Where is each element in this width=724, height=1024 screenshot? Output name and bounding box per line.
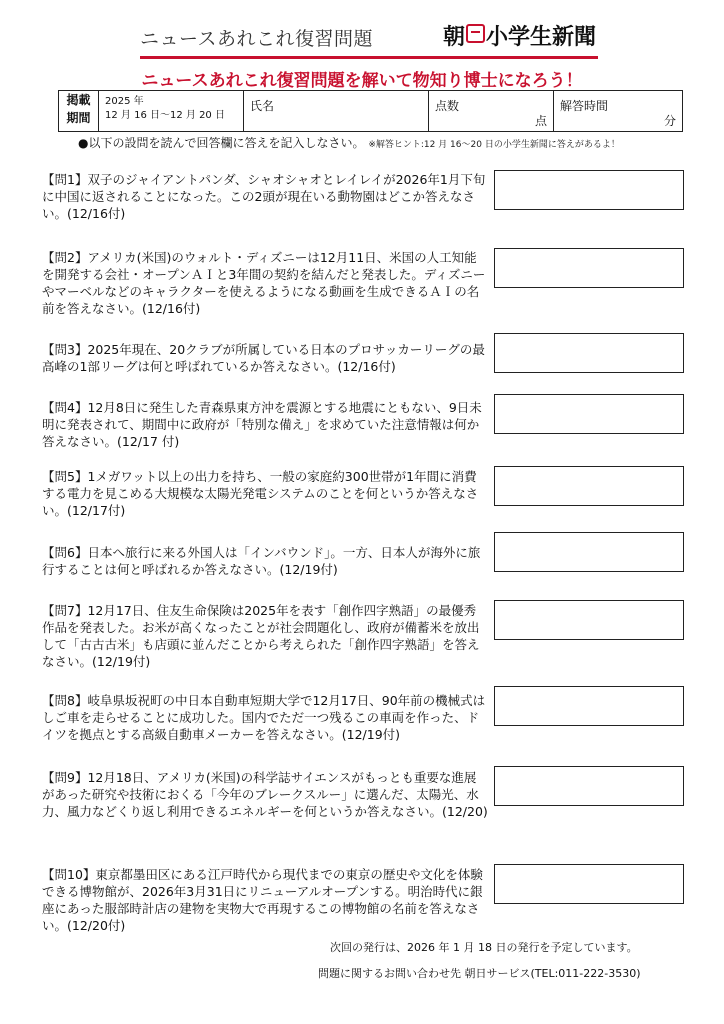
question-label: 【問3】 [42,342,88,357]
score-unit: 点 [534,114,547,128]
time-unit: 分 [663,114,676,128]
question-8 [42,692,488,743]
answer-box-1[interactable] [494,170,684,210]
question-label: 【問1】 [42,172,88,187]
question-label: 【問8】 [42,693,88,708]
period-label-bottom: 期間 [66,111,91,125]
answer-box-3[interactable] [494,333,684,373]
question-text: 1メガワット以上の出力を持ち、一般の家庭約300世帯が1年間に消費する電力を見こめる大規模な太陽光発電システムのことを何というか答えなさい。(12/17付) [42,469,479,518]
brand-logo [443,20,596,51]
question-1 [42,171,488,222]
period-year: 2025 年 [105,96,144,107]
question-label: 【問6】 [42,545,88,560]
time-label: 解答時間 [560,99,609,113]
info-table [58,90,683,132]
brand-pre: 朝 [442,24,465,50]
contact-info: 問題に関するお問い合わせ先 朝日サービス(TEL:011-222-3530) [318,967,641,980]
slogan: ニュースあれこれ復習問題を解いて物知り博士になろう！ [141,71,583,91]
name-label: 氏名 [250,99,275,113]
question-text: 2025年現在、20クラブが所属している日本のプロサッカーリーグの最高峰の1部リーグは何と呼ばれているか答えなさい。(12/16付) [42,342,485,374]
question-9 [42,769,488,820]
question-text: 双子のジャイアントパンダ、シャオシャオとレイレイが2026年1月下旬に中国に返されることになった。この2頭が現在いる動物園はどこか答えなさい。(12/16付) [42,172,486,221]
period-label-cell [59,91,99,131]
answer-box-9[interactable] [494,766,684,806]
time-field[interactable] [554,91,682,131]
answer-box-10[interactable] [494,864,684,904]
answer-box-2[interactable] [494,248,684,288]
question-label: 【問9】 [42,770,88,785]
question-6 [42,544,488,578]
answer-box-8[interactable] [494,686,684,726]
answer-box-7[interactable] [494,600,684,640]
question-label: 【問2】 [42,250,88,265]
period-label-top: 掲載 [66,93,91,107]
sun-logo-icon [466,24,485,43]
answer-box-4[interactable] [494,394,684,434]
score-label: 点数 [435,99,460,113]
instruction [78,134,698,151]
question-text: 12月18日、アメリカ(米国)の科学誌サイエンスがもっとも重要な進展があった研究や技術におくる「今年のブレークスルー」に選んだ、太陽光、水力、風力などくり返し利用できるエネルギーを何というか答えなさい。(12/20) [42,770,488,819]
question-3 [42,341,488,375]
question-2 [42,249,488,317]
question-text: 12月8日に発生した青森県東方沖を震源とする地震にともない、9日未明に発表されて、期間中に政府が「特別な備え」を求めていた注意情報は何か答えなさい。(12/17 付) [42,400,482,449]
question-label: 【問10】 [42,867,96,882]
question-4 [42,399,488,450]
name-field[interactable] [244,91,429,131]
question-text: アメリカ(米国)のウォルト・ディズニーは12月11日、米国の人工知能を開発する会社・オープンＡＩと3年間の契約を結んだと発表した。ディズニーやマーベルなどのキャラクターを使えるようになる動画を生成できるＡＩの名前を答えなさい。(12/16付) [42,250,486,316]
next-issue-note: 次回の発行は、2026 年 1 月 18 日の発行を予定しています。 [330,941,638,954]
instruction-hint: ※解答ヒント:12 月 16～20 日の小学生新聞に答えがあるよ！ [368,140,620,150]
header-subtitle: ニュースあれこれ復習問題 [140,28,374,50]
question-7 [42,602,488,670]
answer-box-6[interactable] [494,532,684,572]
header [140,20,600,56]
question-text: 日本へ旅行に来る外国人は「インバウンド」。一方、日本人が海外に旅行することは何と呼ばれるか答えなさい。(12/19付) [42,545,481,577]
answer-box-5[interactable] [494,466,684,506]
period-cell [99,91,244,131]
question-10 [42,866,488,934]
question-5 [42,468,488,519]
header-rule [140,56,598,59]
question-label: 【問5】 [42,469,88,484]
question-label: 【問7】 [42,603,88,618]
brand-post: 小学生新聞 [485,24,596,50]
instruction-main: ●以下の設問を読んで回答欄に答えを記入しなさい。 [78,136,365,150]
period-range: 12 月 16 日～12 月 20 日 [105,110,225,121]
question-text: 12月17日、住友生命保険は2025年を表す「創作四字熟語」の最優秀作品を発表した。お米が高くなったことが社会問題化し、政府が備蓄米を放出して「古古古米」も店頭に並んだことから考えられた「創作四字熟語」を答えなさい。(12/19付) [42,603,480,669]
question-text: 岐阜県坂祝町の中日本自動車短期大学で12月17日、90年前の機械式はしご車を走らせることに成功した。国内でただ一つ残るこの車両を作った、ドイツを拠点とする高級自動車メーカーを答えなさい。(12/19付) [42,693,486,742]
question-label: 【問4】 [42,400,88,415]
question-text: 東京都墨田区にある江戸時代から現代までの東京の歴史や文化を体験できる博物館が、2026年3月31日にリニューアルオープンする。明治時代に銀座にあった服部時計店の建物を実物大で再現するこの博物館の名前を答えなさい。(12/20付) [42,867,483,933]
score-field[interactable] [429,91,554,131]
